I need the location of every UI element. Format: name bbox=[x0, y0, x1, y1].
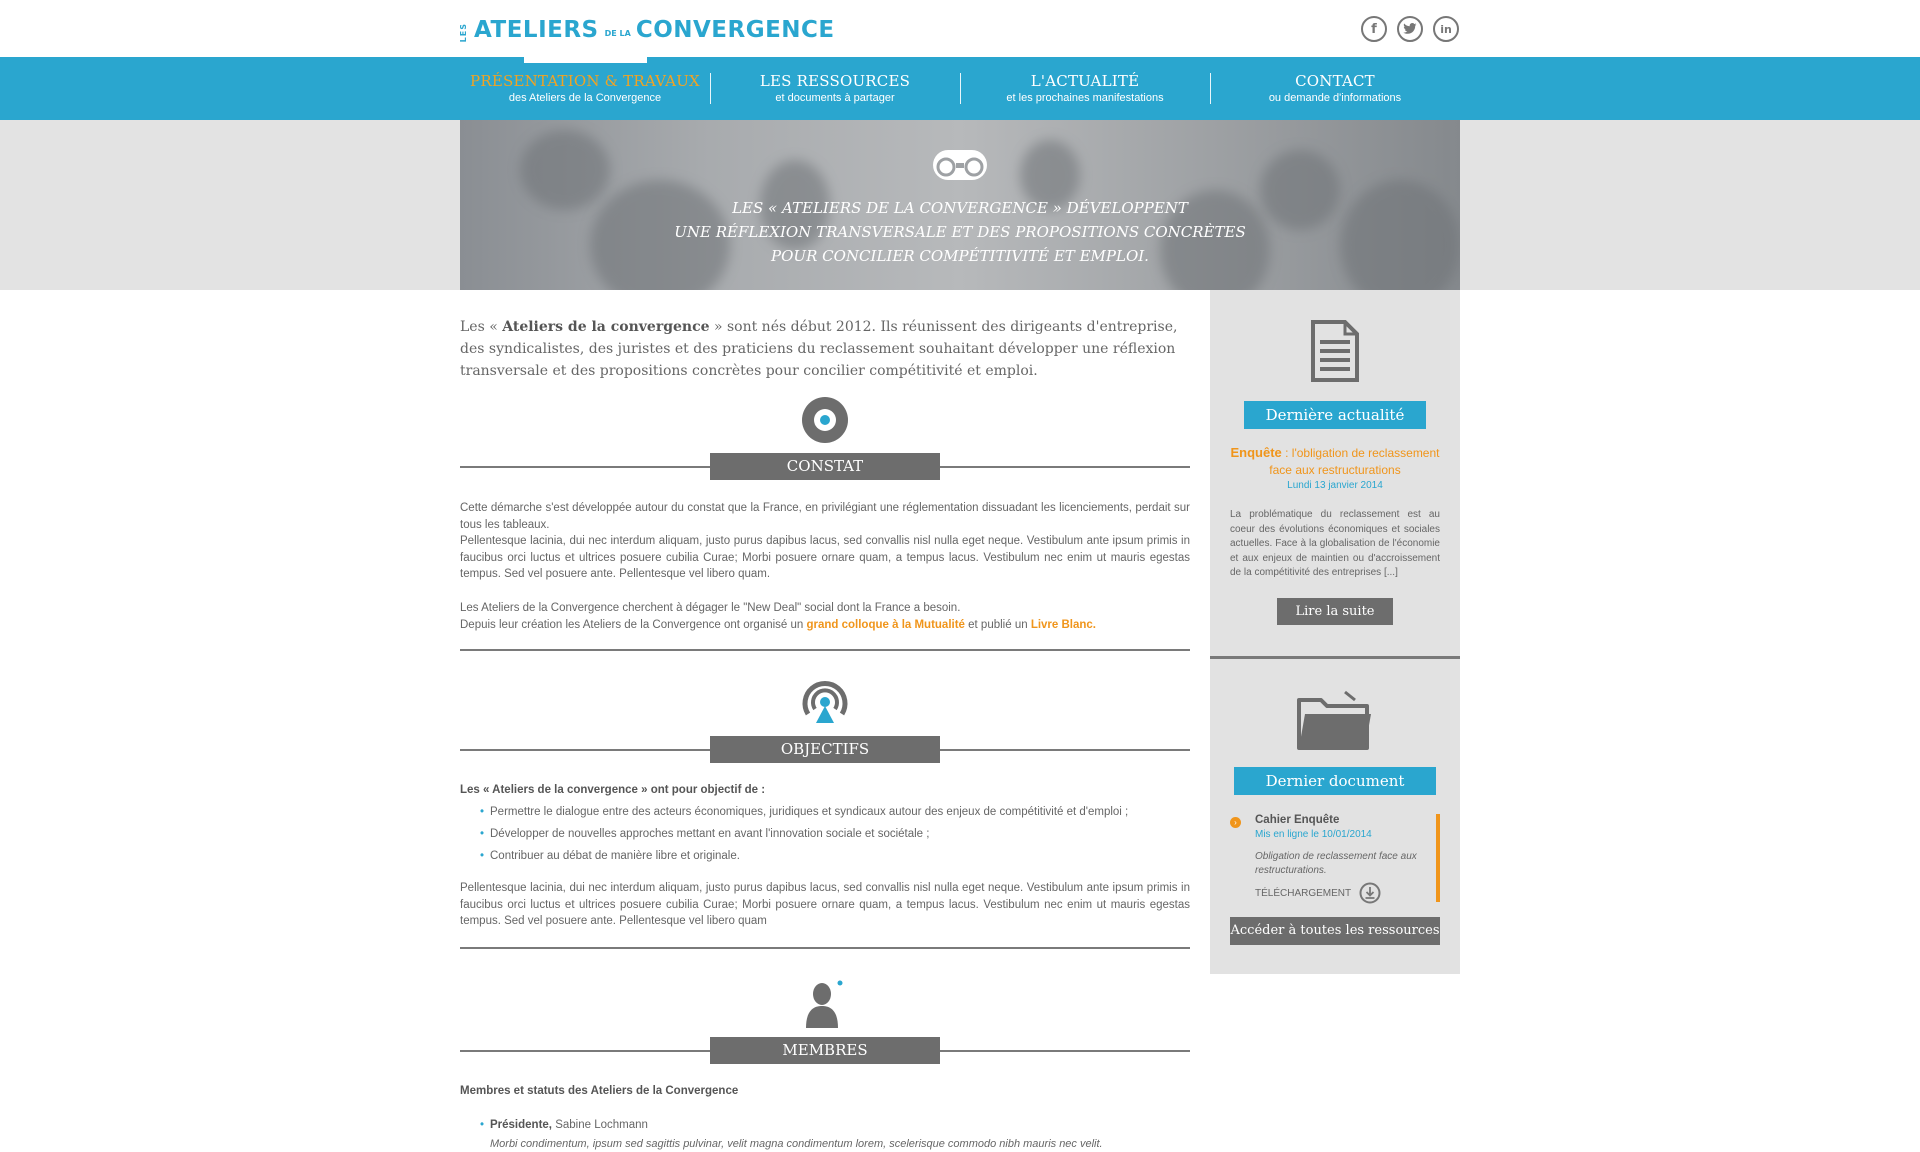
facebook-icon[interactable]: f bbox=[1361, 16, 1387, 42]
folder-icon bbox=[1295, 690, 1375, 754]
membres-title: MEMBRES bbox=[710, 1037, 940, 1064]
intro-prefix: Les « bbox=[460, 319, 503, 335]
site-logo[interactable] bbox=[460, 16, 835, 42]
nav-ressources[interactable] bbox=[710, 57, 960, 120]
membres-list bbox=[490, 1114, 1190, 1152]
section-divider bbox=[460, 649, 1190, 651]
constat-p4-text: Depuis leur création les Ateliers de la Convergence ont organisé un bbox=[460, 619, 807, 631]
member-role: Présidente, bbox=[490, 1119, 552, 1131]
all-resources-button[interactable]: Accéder à toutes les ressources bbox=[1230, 917, 1440, 945]
member-name: Sabine Lochmann bbox=[552, 1119, 648, 1131]
section-divider bbox=[460, 947, 1190, 949]
objectifs-title: OBJECTIFS bbox=[710, 736, 940, 763]
nav-main-label: PRÉSENTATION & TRAVAUX bbox=[470, 71, 700, 90]
list-item: • Contribuer au débat de manière libre et originale. bbox=[490, 845, 1190, 867]
objectifs-paragraph: Pellentesque lacinia, dui nec interdum aliquam, justo purus dapibus lacus, sed convallis nisl nulla eget neque. Vestibulum ante ipsum primis in faucibus orci luctus et ultrices posuere cubilia Curae; Morbi posuere ornare quam, a tempus lacus. Vestibulum nec enim ut mauris egestas tempus. Sed vel posuere ante. Pellentesque vel libero quam bbox=[460, 882, 1190, 927]
download-icon[interactable] bbox=[1359, 882, 1381, 904]
read-more-button[interactable]: Lire la suite bbox=[1277, 598, 1393, 625]
intro-suffix: » sont nés début 2012. Ils réunissent des dirigeants d'entreprise, des syndicalistes, des juristes et des praticiens du reclassement souhaitant développer une réflexion transversale et des propositions concrètes pour concilier compétitivité et emploi. bbox=[460, 319, 1178, 379]
sidebar-separator bbox=[1210, 656, 1460, 659]
document-date: Mis en ligne le 10/01/2014 bbox=[1255, 829, 1372, 840]
nav-sub-label: des Ateliers de la Convergence bbox=[508, 91, 662, 104]
document-icon bbox=[1311, 320, 1359, 382]
document-card bbox=[1230, 814, 1440, 906]
constat-p4 bbox=[460, 617, 1190, 634]
objectifs-list bbox=[490, 801, 1190, 867]
document-desc: Obligation de reclassement face aux restructurations. bbox=[1255, 851, 1417, 876]
constat-title: CONSTAT bbox=[710, 453, 940, 480]
linkedin-icon[interactable]: in bbox=[1433, 16, 1459, 42]
logo-ateliers: ATELIERS bbox=[474, 17, 599, 43]
hero-line-2: UNE RÉFLEXION TRANSVERSALE ET DES PROPOSITIONS CONCRÈTES bbox=[674, 223, 1246, 241]
news-date: Lundi 13 janvier 2014 bbox=[1287, 480, 1383, 491]
news-title-bold: Enquête bbox=[1230, 445, 1282, 460]
logo-dela: DE LA bbox=[604, 29, 631, 38]
active-nav-marker bbox=[524, 57, 647, 63]
main-nav bbox=[0, 57, 1920, 120]
list-item bbox=[490, 1114, 1190, 1152]
bullet-icon: › bbox=[1230, 817, 1241, 828]
nav-main-label: LES RESSOURCES bbox=[759, 71, 911, 90]
constat-p1: Cette démarche s'est développée autour du constat que la France, en privilégiant une réglementation dissuadant les licenciements, perdait sur tous les tableaux. bbox=[460, 502, 1190, 531]
objectifs-lead: Les « Ateliers de la convergence » ont pour objectif de : bbox=[460, 784, 766, 796]
constat-p4-text: et publié un bbox=[964, 619, 1031, 631]
logo-convergence: CONVERGENCE bbox=[635, 17, 835, 43]
nav-sub-label: ou demande d'informations bbox=[1268, 91, 1402, 104]
target-icon bbox=[801, 396, 849, 444]
main-content bbox=[460, 290, 1190, 1152]
nav-sub-label: et les prochaines manifestations bbox=[1006, 91, 1164, 104]
list-item: • Développer de nouvelles approches mettant en avant l'innovation sociale et sociétale ; bbox=[490, 823, 1190, 845]
latest-document-badge: Dernier document bbox=[1234, 767, 1436, 795]
constat-p2: Pellentesque lacinia, dui nec interdum aliquam, justo purus dapibus lacus, sed convallis nisl nulla eget neque. Vestibulum ante ipsum primis in faucibus orci luctus et ultrices posuere cubilia Curae; Morbi posuere ornare quam, a tempus lacus. Vestibulum nec enim ut mauris egestas tempus. Sed vel posuere ante. Pellentesque vel libero quam. bbox=[460, 535, 1190, 580]
member-icon bbox=[804, 978, 846, 1028]
latest-news-badge: Dernière actualité bbox=[1244, 401, 1426, 429]
download-link[interactable] bbox=[1255, 882, 1381, 904]
logo-les: LES bbox=[459, 22, 468, 42]
intro-bold: Ateliers de la convergence bbox=[502, 319, 710, 335]
nav-presentation[interactable] bbox=[460, 57, 710, 120]
nav-sub-label: et documents à partager bbox=[775, 91, 895, 104]
site-header bbox=[0, 0, 1920, 57]
intro-paragraph bbox=[460, 316, 1190, 382]
document-accent-bar bbox=[1436, 814, 1440, 902]
twitter-icon[interactable] bbox=[1397, 16, 1423, 42]
social-links bbox=[1361, 16, 1459, 42]
news-excerpt: La problématique du reclassement est au coeur des évolutions économiques et sociales actuelles. Face à la globalisation de l'économie et aux enjeux de maintien ou d'accroissement de la compétitivité des entreprises [...] bbox=[1230, 509, 1440, 578]
download-label: TÉLÉCHARGEMENT bbox=[1255, 887, 1352, 899]
sidebar bbox=[1210, 290, 1460, 974]
list-item: • Permettre le dialogue entre des acteurs économiques, juridiques et syndicaux autour des enjeux de compétitivité et d'emploi ; bbox=[490, 801, 1190, 823]
membres-lead: Membres et statuts des Ateliers de la Convergence bbox=[460, 1085, 739, 1097]
nav-contact[interactable] bbox=[1210, 57, 1460, 120]
member-desc: Morbi condimentum, ipsum sed sagittis pulvinar, velit magna condimentum lorem, scelerisque commodo nibh mauris nec velit. bbox=[490, 1138, 1103, 1150]
hero-tagline bbox=[460, 196, 1460, 268]
nav-main-label: CONTACT bbox=[1295, 71, 1375, 90]
hero-banner bbox=[460, 120, 1460, 290]
hero-line-3: POUR CONCILIER COMPÉTITIVITÉ ET EMPLOI. bbox=[771, 247, 1149, 265]
broadcast-icon bbox=[800, 678, 850, 726]
nav-main-label: L'ACTUALITÉ bbox=[1030, 71, 1140, 90]
news-title-rest: : l'obligation de reclassement face aux restructurations bbox=[1269, 446, 1440, 477]
news-title-link[interactable] bbox=[1225, 444, 1445, 479]
binoculars-icon bbox=[929, 148, 991, 182]
document-title[interactable]: Cahier Enquête bbox=[1255, 814, 1340, 826]
nav-actualite[interactable] bbox=[960, 57, 1210, 120]
constat-p3: Les Ateliers de la Convergence cherchent à dégager le "New Deal" social dont la France a besoin. bbox=[460, 602, 961, 614]
hero-line-1: LES « ATELIERS DE LA CONVERGENCE » DÉVELOPPENT bbox=[732, 199, 1188, 217]
colloque-link[interactable]: grand colloque à la Mutualité bbox=[806, 619, 965, 631]
livre-blanc-link[interactable]: Livre Blanc. bbox=[1030, 619, 1097, 631]
